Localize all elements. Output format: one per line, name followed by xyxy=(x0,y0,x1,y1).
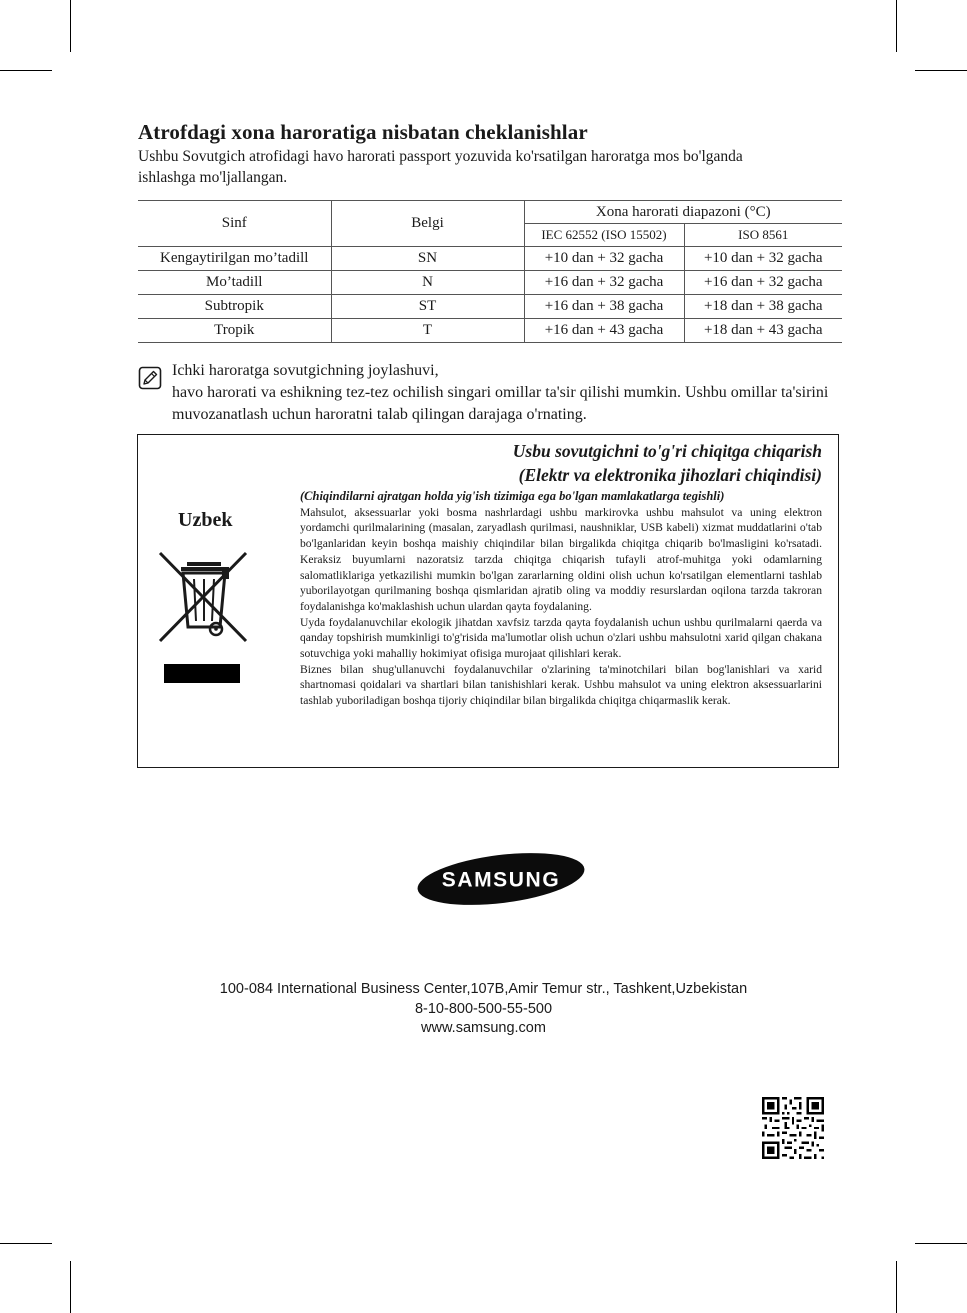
cell-class: Tropik xyxy=(138,319,331,343)
table-row xyxy=(138,319,842,343)
cell-class: Mo’tadill xyxy=(138,271,331,295)
note-line-1: Ichki haroratga sovutgichning joylashuvi, xyxy=(172,362,439,379)
cell-class: Subtropik xyxy=(138,295,331,319)
crop-mark xyxy=(70,0,71,52)
cell-symbol: T xyxy=(331,319,524,343)
cell-iec: +16 dan + 38 gacha xyxy=(524,295,684,319)
samsung-logo xyxy=(416,850,586,908)
cell-iso: +16 dan + 32 gacha xyxy=(684,271,842,295)
cell-class: Kengaytirilgan mo’tadill xyxy=(138,247,331,271)
crop-mark xyxy=(896,1261,897,1313)
cell-iso: +10 dan + 32 gacha xyxy=(684,247,842,271)
contact-address xyxy=(0,980,967,1039)
table-header-row xyxy=(138,201,842,224)
website-link: www.samsung.com xyxy=(421,1020,546,1036)
weee-paragraph-2: Uyda foydalanuvchilar ekologik jihatdan xavfsiz tarzda qayta foydalanish uchun ushbu qurilmalarni qaerda va qanday topshirish mumkinligi to'g'risida ma'lumotlar olish uchun o'zlari ushbu mahsulotni xarid qilgan chakana sotuvchiga yoki mahalliy hokimiyat ofisiga murojaat qilishlari kerak. xyxy=(300,615,822,661)
brand-name: SAMSUNG xyxy=(441,868,561,892)
climate-class-table xyxy=(138,200,842,343)
weee-body xyxy=(300,489,822,709)
cell-symbol: SN xyxy=(331,247,524,271)
note-text xyxy=(172,360,852,426)
weee-title-line-1: Usbu sovutgichni to'g'ri chiqitga chiqarish xyxy=(512,441,822,461)
black-bar xyxy=(164,664,240,683)
subheader-iec: IEC 62552 (ISO 15502) xyxy=(524,224,684,247)
note-pencil-icon xyxy=(138,366,162,390)
cell-iso: +18 dan + 43 gacha xyxy=(684,319,842,343)
cell-iec: +10 dan + 32 gacha xyxy=(524,247,684,271)
cell-iec: +16 dan + 32 gacha xyxy=(524,271,684,295)
column-header-range: Xona harorati diapazoni (°C) xyxy=(524,201,842,224)
intro-paragraph: Ushbu Sovutgich atrofidagi havo harorati passport yozuvida ko'rsatilgan haroratga mos bo'lganda ishlashga mo'ljallangan. xyxy=(138,148,743,186)
crop-mark xyxy=(0,70,52,71)
weee-title xyxy=(513,439,822,487)
crop-mark xyxy=(915,1243,967,1244)
language-label: Uzbek xyxy=(178,509,233,531)
note-line-2: havo harorati va eshikning tez-tez ochilish singari omillar ta'sir qilishi mumkin. Ushbu omillar ta'sirini muvozanatlash uchun haroratni talab qilingan darajaga o'rnating. xyxy=(172,384,829,423)
weee-title-line-2: (Elektr va elektronika jihozlari chiqindisi) xyxy=(518,465,822,485)
weee-paragraph-1: Mahsulot, aksessuarlar yoki bosma nashrlardagi ushbu markirovka ushbu mahsulot va uning elektron yordamchi qurilmalarining (masalan, zaryadlash qurilmasi, naushniklar, USB kabeli) xizmat muddatlarini o'tab bo'lganlaridan keyin boshqa maishiy chiqindilar bilan birgalikda chiqitga chiqarib bo'lmasligini ko'rsatadi. Keraksiz buyumlarni nazoratsiz tarzda chiqitga chiqarish tufayli atrof-muhitga yoki odamlarning salomatliklariga yetkazilishi mumkin bo'lgan zararlarning oldini olish uchun ko'rsatilgan elementlarni tashlab yuborilayotgan qurilmaning boshqa qismlaridan ajratib oling va moddiy resurslardan oqilona tarzda takroran foydalanishga ko'maklashish uchun ulardan qayta foydalaning. xyxy=(300,505,822,613)
qr-code-icon xyxy=(762,1097,824,1159)
table-row xyxy=(138,295,842,319)
cell-symbol: ST xyxy=(331,295,524,319)
cell-iso: +18 dan + 38 gacha xyxy=(684,295,842,319)
weee-disposal-box xyxy=(137,434,839,768)
table-row xyxy=(138,271,842,295)
cell-symbol: N xyxy=(331,271,524,295)
crop-mark xyxy=(70,1261,71,1313)
table-row xyxy=(138,247,842,271)
column-header-symbol: Belgi xyxy=(331,201,524,247)
column-header-class: Sinf xyxy=(138,201,331,247)
address-line: 100-084 International Business Center,107B,Amir Temur str., Tashkent,Uzbekistan xyxy=(219,981,748,997)
cell-iec: +16 dan + 43 gacha xyxy=(524,319,684,343)
page-title: Atrofdagi xona haroratiga nisbatan cheklanishlar xyxy=(138,120,588,144)
crop-mark xyxy=(915,70,967,71)
weee-paragraph-3: Biznes bilan shug'ullanuvchi foydalanuvchilar o'zlarining ta'minotchilari bilan bog'lanishlari va xarid shartnomasi qoidalari va shartlari bilan tanishishlari kerak. Ushbu mahsulot va uning elektron aksessuarlarini tashlab yuboriladigan boshqa tijoriy chiqindilar bilan birgalikda chiqitga chiqarmaslik kerak. xyxy=(300,662,822,708)
crop-mark xyxy=(896,0,897,52)
phone-number: 8-10-800-500-55-500 xyxy=(414,1000,553,1017)
crossed-out-bin-icon xyxy=(154,549,252,649)
weee-lead: (Chiqindilarni ajratgan holda yig'ish tizimiga ega bo'lgan mamlakatlarga tegishli) xyxy=(300,489,725,503)
subheader-iso: ISO 8561 xyxy=(684,224,842,247)
crop-mark xyxy=(0,1243,52,1244)
